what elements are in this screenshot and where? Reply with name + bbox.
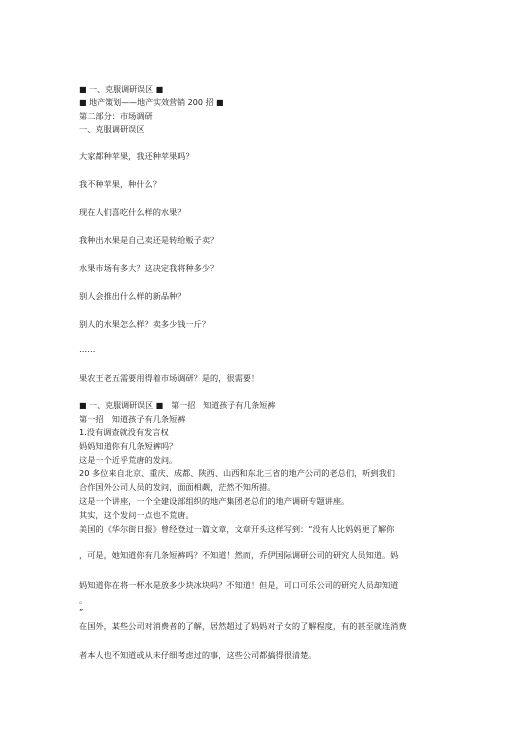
question-line: 别人会推出什么样的新品种？ <box>79 291 186 301</box>
question-line: 别人的水果怎么样？卖多少钱一斤？ <box>79 319 211 329</box>
section-heading-1: ■ 一、克服调研误区 ■ <box>79 85 164 94</box>
body-line: 美国的《华尔街日报》曾经登过一篇文章，文章开头这样写到：“没有人比妈妈更了解你 <box>79 524 395 534</box>
question-line: 水果市场有多大？这决定我将种多少？ <box>79 263 219 273</box>
body-line: 。 <box>79 595 88 605</box>
question-line: 我种出水果是自己卖还是转给贩子卖？ <box>79 235 219 245</box>
subheading: 1.没有调查就没有发言权 <box>79 427 169 437</box>
body-line: 者本人也不知道或从未仔细考虑过的事，这些公司都搞得很清楚。 <box>79 650 317 660</box>
body-line: 20 多位来自北京、重庆、成都、陕西、山西和东北三省的地产公司的老总们，听到我们 <box>79 468 395 478</box>
body-line: 妈知道你在将一杯水是放多少块冰块吗？不知道！但是，可口可乐公司的研究人员却知道 <box>79 580 399 590</box>
question-line: 我不种苹果，种什么？ <box>79 179 161 189</box>
body-line: 在国外，某些公司对消费者的了解，居然超过了妈妈对子女的了解程度，有的甚至就连消费 <box>79 621 407 631</box>
tactic-heading: 第一招 知道孩子有几条短裤 <box>79 414 186 424</box>
body-line: 这是一个近乎荒唐的发问。 <box>79 455 178 465</box>
body-line: 合作国外公司人员的发问，面面相觑，茫然不知所措。 <box>79 482 276 492</box>
question-line: 现在人们喜吃什么样的水果？ <box>79 207 186 217</box>
section-heading-2: ■ 一、克服调研误区 ■ 第一招 知道孩子有几条短裤 <box>79 401 276 410</box>
summary-line: 果农王老五需要用得着市场调研？是的，很需要！ <box>79 373 260 383</box>
part-heading: 第二部分：市场调研 <box>79 111 153 121</box>
body-line: 这是一个讲座，一个全建设部组织的地产集团老总们的地产调研专题讲座。 <box>79 496 350 506</box>
question-line: 大家都种苹果，我还种苹果吗？ <box>79 151 194 161</box>
body-line: ，可是，她知道你有几条短裤吗？不知道！然而，乔伊国际调研公司的研究人员知道。妈 <box>79 550 399 560</box>
book-title: ■ 地产策划——地产实效营销 200 招 ■ <box>79 98 224 107</box>
body-line: ” <box>79 607 84 617</box>
chapter-heading: 一、克服调研误区 <box>79 124 145 134</box>
body-line: 其实，这个发问一点也不荒唐。 <box>79 510 194 520</box>
body-line: 妈妈知道你有几条短裤吗？ <box>79 441 178 451</box>
ellipsis-line: …… <box>79 344 96 354</box>
